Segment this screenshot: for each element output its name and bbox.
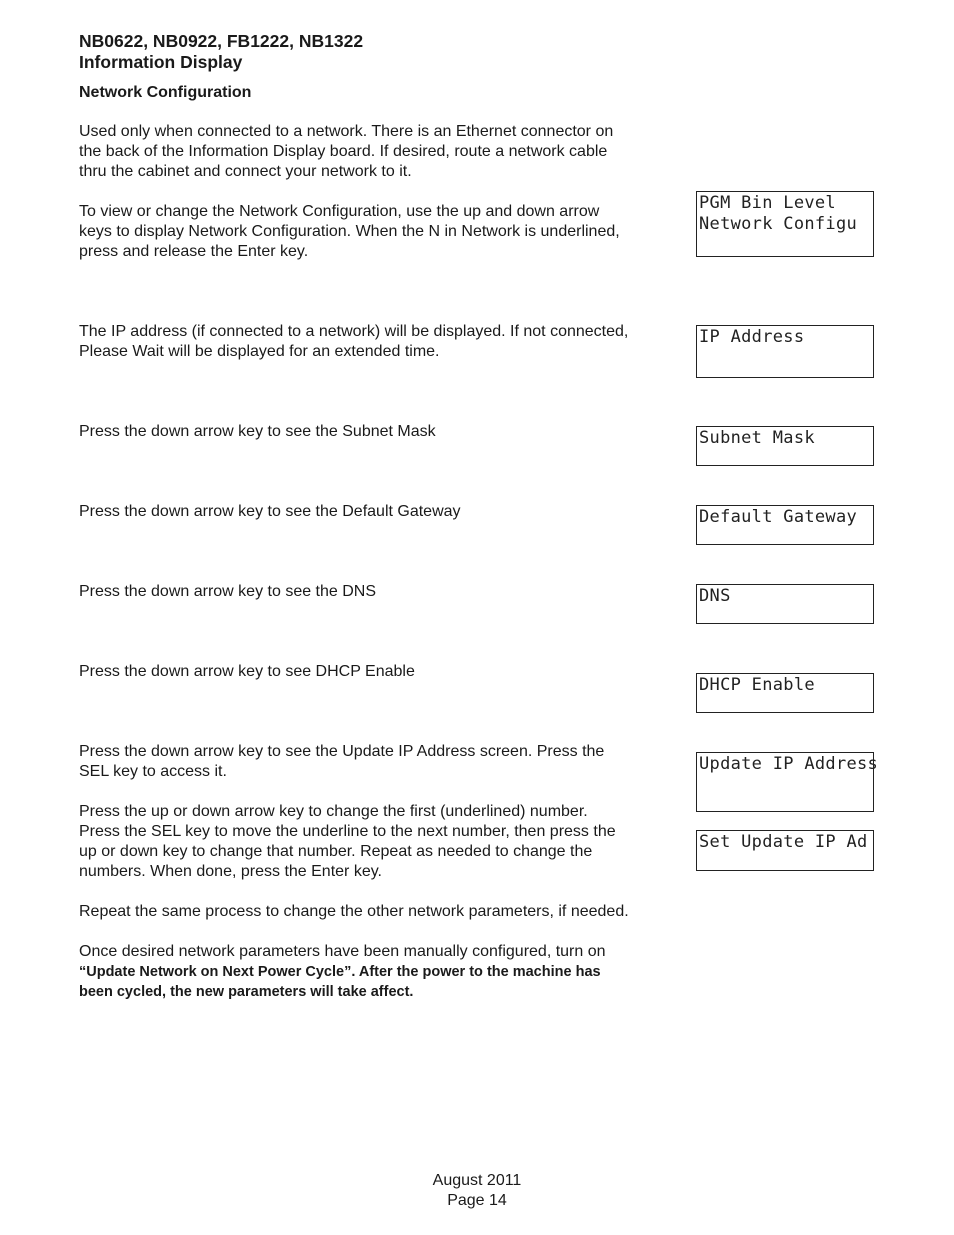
lcd-line: Default Gateway <box>699 507 858 527</box>
final-instructions <box>79 942 679 1002</box>
text-line: keys to display Network Configuration. When the N in Network is underlined, <box>79 223 620 240</box>
update-instructions <box>79 742 679 782</box>
lcd-line: PGM Bin Level <box>699 193 836 213</box>
change-instructions <box>79 802 679 882</box>
footer-date: August 2011 <box>432 1172 522 1189</box>
lcd-line: DHCP Enable <box>699 675 815 695</box>
text-line: Press the up or down arrow key to change the first (underlined) number. <box>79 803 588 820</box>
intro-paragraph <box>79 122 679 182</box>
lcd-dhcp-enable <box>696 673 874 713</box>
text-line: Repeat the same process to change the other network parameters, if needed. <box>79 903 629 920</box>
repeat-instructions <box>79 902 679 922</box>
lcd-line: Update IP Address <box>699 754 879 774</box>
subnet-instructions <box>79 422 679 442</box>
text-line: the back of the Information Display board. If desired, route a network cable <box>79 143 608 160</box>
dhcp-instructions <box>79 662 679 682</box>
text-line: press and release the Enter key. <box>79 243 309 260</box>
page-title: Information Display <box>79 52 243 72</box>
text-line: To view or change the Network Configuration, use the up and down arrow <box>79 203 600 220</box>
lcd-line: Subnet Mask <box>699 428 815 448</box>
text-line: thru the cabinet and connect your network to it. <box>79 163 412 180</box>
lcd-subnet-mask <box>696 426 874 466</box>
text-line: The IP address (if connected to a network) will be displayed. If not connected, <box>79 323 629 340</box>
model-list: NB0622, NB0922, FB1222, NB1322 <box>79 31 364 51</box>
section-heading: Network Configuration <box>79 84 252 101</box>
ip-instructions <box>79 322 679 362</box>
text-line: Press the down arrow key to see DHCP Enable <box>79 663 415 680</box>
lcd-set-update-ip <box>696 830 874 871</box>
text-line: Once desired network parameters have been manually configured, turn on <box>79 943 606 960</box>
lcd-line: DNS <box>699 586 731 606</box>
text-line: SEL key to access it. <box>79 763 227 780</box>
dns-instructions <box>79 582 679 602</box>
lcd-ip-address <box>696 325 874 378</box>
bold-text-line: been cycled, the new parameters will take affect. <box>79 984 414 1000</box>
text-line: Press the SEL key to move the underline to the next number, then press the <box>79 823 616 840</box>
gateway-instructions <box>79 502 679 522</box>
text-line: Please Wait will be displayed for an extended time. <box>79 343 440 360</box>
page-number: Page 14 <box>447 1192 507 1209</box>
text-line: Press the down arrow key to see the Subnet Mask <box>79 423 436 440</box>
text-line: numbers. When done, press the Enter key. <box>79 863 382 880</box>
lcd-default-gateway <box>696 505 874 545</box>
lcd-line: Network Configu <box>699 214 858 234</box>
lcd-dns <box>696 584 874 624</box>
text-line: Press the down arrow key to see the Default Gateway <box>79 503 461 520</box>
text-line: up or down key to change that number. Repeat as needed to change the <box>79 843 593 860</box>
bold-text-line: “Update Network on Next Power Cycle”. After the power to the machine has <box>79 964 601 980</box>
view-instructions <box>79 202 679 262</box>
text-line: Press the down arrow key to see the DNS <box>79 583 377 600</box>
lcd-line: Set Update IP Ad <box>699 832 868 852</box>
lcd-update-ip-address <box>696 752 879 812</box>
text-line: Used only when connected to a network. There is an Ethernet connector on <box>79 123 614 140</box>
lcd-line: IP Address <box>699 327 805 347</box>
text-line: Press the down arrow key to see the Update IP Address screen. Press the <box>79 743 605 760</box>
lcd-network-config <box>696 191 874 257</box>
